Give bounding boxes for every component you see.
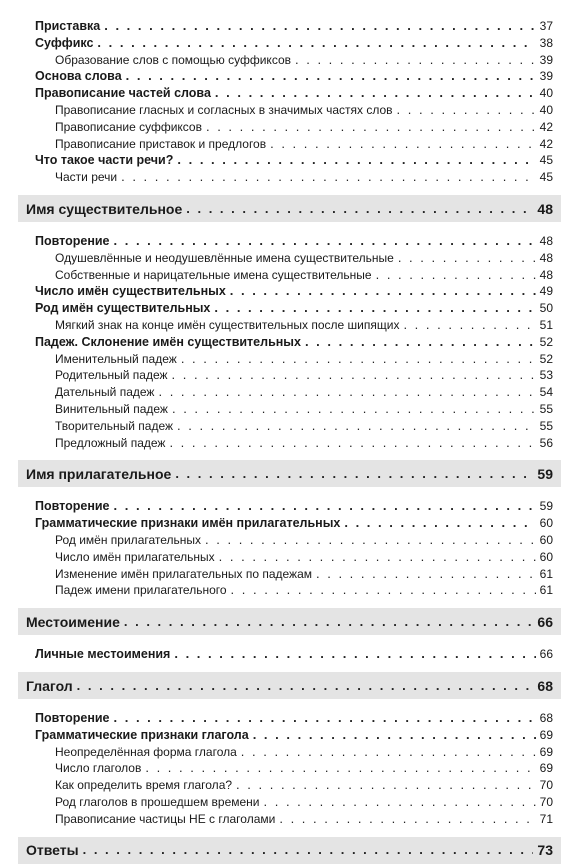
dot-leader: [316, 570, 536, 578]
toc-entry: [0, 316, 579, 332]
toc-section-header: [18, 837, 561, 864]
toc-entry-title: Одушевлённые и неодушевлённые имена существительные: [55, 250, 394, 265]
dot-leader: [172, 405, 536, 413]
toc-entry-page: 61: [539, 566, 553, 581]
toc-entry-title: Повторение: [35, 499, 110, 514]
toc-entry-page: 69: [539, 744, 553, 759]
toc-entry-title: Род имён существительных: [35, 301, 211, 316]
toc-entry-page: 55: [539, 418, 553, 433]
dot-leader: [253, 731, 536, 739]
toc-entry-page: 60: [539, 516, 553, 531]
toc-entry-page: 52: [539, 334, 553, 349]
toc-entry-page: 59: [539, 499, 553, 514]
toc-entry-page: 66: [539, 647, 553, 662]
toc-entry-title: Имя прилагательное: [26, 465, 172, 482]
dot-leader: [121, 173, 536, 181]
dot-leader: [186, 202, 533, 216]
toc-entry: [0, 34, 579, 50]
toc-entry-title: Предложный падеж: [55, 435, 166, 450]
toc-entry: [0, 531, 579, 547]
dot-leader: [205, 536, 536, 544]
toc-entry: [0, 497, 579, 513]
toc-entry: [0, 400, 579, 416]
toc-entry-title: Местоимение: [26, 613, 120, 630]
toc-entry-title: Грамматические признаки имён прилагательных: [35, 516, 341, 531]
dot-leader: [279, 815, 535, 823]
toc-entry-page: 70: [539, 795, 553, 809]
toc-entry-page: 55: [539, 402, 553, 416]
dot-leader: [236, 781, 536, 789]
toc-entry: [0, 333, 579, 349]
dot-leader: [158, 388, 535, 396]
toc-entry-page: 39: [539, 69, 553, 84]
toc-entry-page: 40: [539, 103, 553, 117]
toc-entry-page: 56: [539, 435, 553, 450]
toc-entry-page: 53: [539, 368, 553, 383]
toc-entry-page: 51: [539, 318, 553, 332]
toc-entry-title: Правописание частей слова: [35, 86, 211, 101]
toc-entry-title: Правописание частицы НЕ с глаголами: [55, 811, 276, 826]
toc-entry-title: Личные местоимения: [35, 647, 171, 662]
toc-entry-page: 42: [539, 136, 553, 151]
dot-leader: [398, 254, 536, 262]
toc-entry-page: 49: [539, 284, 553, 299]
toc-section-header: [18, 672, 561, 699]
toc-entry: [0, 759, 579, 775]
toc-entry-page: 48: [539, 234, 553, 248]
toc-entry-page: 45: [539, 153, 553, 168]
toc-entry: [0, 168, 579, 184]
dot-leader: [295, 56, 536, 64]
toc-entry-title: Повторение: [35, 234, 110, 248]
toc-entry: [0, 548, 579, 564]
toc-entry: [0, 810, 579, 826]
toc-entry-title: Творительный падеж: [55, 418, 174, 433]
toc-entry-page: 60: [539, 549, 553, 564]
toc-entry-title: Именительный падеж: [55, 351, 177, 366]
toc-entry-page: 61: [539, 583, 553, 598]
toc-entry: [0, 299, 579, 315]
toc-entry-page: 48: [539, 267, 553, 282]
dot-leader: [230, 287, 536, 295]
toc-entry-page: 48: [537, 200, 553, 217]
toc-entry-page: 39: [539, 52, 553, 67]
dot-leader: [241, 748, 536, 756]
toc-entry-page: 66: [537, 613, 553, 630]
toc-entry-page: 70: [539, 778, 553, 793]
toc-entry-page: 59: [537, 465, 553, 482]
dot-leader: [169, 439, 535, 447]
toc-entry-page: 45: [539, 170, 553, 185]
toc-entry: [0, 417, 579, 433]
dot-leader: [126, 72, 536, 80]
toc-entry-title: Родительный падеж: [55, 368, 168, 383]
toc-entry-page: 54: [539, 385, 553, 400]
toc-entry: [0, 645, 579, 661]
toc-entry-page: 68: [539, 711, 553, 725]
toc-entry-title: Имя существительное: [26, 200, 183, 217]
toc-entry: [0, 101, 579, 117]
toc-entry: [0, 514, 579, 530]
dot-leader: [145, 764, 535, 772]
toc-section-header: [18, 608, 561, 635]
toc-entry-title: Род глаголов в прошедшем времени: [55, 795, 260, 809]
toc-entry-page: 38: [539, 35, 553, 50]
toc-entry: [0, 17, 579, 33]
toc-entry-title: Неопределённая форма глагола: [55, 744, 237, 759]
dot-leader: [206, 123, 536, 131]
toc-entry-page: 71: [539, 811, 553, 826]
toc-entry-page: 50: [539, 301, 553, 316]
toc-entry-title: Число глаголов: [55, 761, 142, 776]
dot-leader: [264, 798, 536, 806]
dot-leader: [219, 553, 536, 561]
toc-entry: [0, 434, 579, 450]
dot-leader: [403, 321, 535, 329]
dot-leader: [344, 519, 535, 527]
toc-entry-page: 69: [539, 761, 553, 776]
toc-entry: [0, 118, 579, 134]
toc-entry-title: Правописание приставок и предлогов: [55, 136, 267, 151]
toc-entry-title: Приставка: [35, 19, 101, 33]
toc-entry: [0, 793, 579, 809]
toc-entry: [0, 581, 579, 597]
dot-leader: [214, 304, 535, 312]
toc-entry: [0, 67, 579, 83]
toc-entry-page: 48: [539, 250, 553, 265]
toc-entry: [0, 350, 579, 366]
dot-leader: [174, 650, 535, 658]
toc-entry: [0, 249, 579, 265]
toc-entry-title: Ответы: [26, 842, 79, 859]
dot-leader: [215, 89, 536, 97]
toc-entry: [0, 383, 579, 399]
dot-leader: [114, 237, 536, 245]
dot-leader: [177, 422, 536, 430]
toc-entry-title: Число имён прилагательных: [55, 549, 215, 564]
dot-leader: [231, 586, 536, 594]
toc-entry-title: Глагол: [26, 677, 73, 694]
toc-entry-title: Падеж. Склонение имён существительных: [35, 334, 301, 349]
toc-entry-title: Число имён существительных: [35, 284, 226, 299]
toc-entry: [0, 151, 579, 167]
toc-entry-title: Правописание гласных и согласных в значимых частях слов: [55, 103, 393, 117]
toc-entry-title: Собственные и нарицательные имена существительные: [55, 267, 372, 282]
toc-entry-page: 37: [539, 19, 553, 33]
toc-entry-page: 52: [539, 351, 553, 366]
toc-entry: [0, 232, 579, 248]
toc-entry-title: Грамматические признаки глагола: [35, 727, 249, 742]
toc-entry: [0, 135, 579, 151]
toc-entry: [0, 266, 579, 282]
dot-leader: [77, 679, 534, 693]
toc-entry-title: Изменение имён прилагательных по падежам: [55, 566, 312, 581]
dot-leader: [114, 502, 536, 510]
toc-entry-title: Основа слова: [35, 69, 122, 84]
toc-entry: [0, 726, 579, 742]
toc-entry-title: Дательный падеж: [55, 385, 155, 400]
dot-leader: [83, 843, 534, 857]
dot-leader: [397, 106, 536, 114]
dot-leader: [172, 371, 536, 379]
toc-entry: [0, 776, 579, 792]
toc-entry-page: 60: [539, 533, 553, 547]
dot-leader: [175, 467, 533, 481]
toc-entry-page: 69: [539, 727, 553, 742]
toc-entry-title: Винительный падеж: [55, 402, 168, 416]
dot-leader: [181, 355, 536, 363]
dot-leader: [305, 338, 536, 346]
toc-entry: [0, 743, 579, 759]
dot-leader: [376, 271, 536, 279]
dot-leader: [97, 39, 535, 47]
toc-entry-title: Образование слов с помощью суффиксов: [55, 52, 292, 67]
toc-section-header: [18, 460, 561, 487]
toc-entry-title: Как определить время глагола?: [55, 778, 233, 793]
toc-entry-title: Мягкий знак на конце имён существительных после шипящих: [55, 318, 400, 332]
toc-entry-page: 68: [537, 677, 553, 694]
toc-entry: [0, 84, 579, 100]
toc-entry-title: Падеж имени прилагательного: [55, 583, 227, 598]
toc-entry: [0, 709, 579, 725]
toc-entry-page: 73: [537, 842, 553, 859]
dot-leader: [114, 714, 536, 722]
toc-entry-page: 40: [539, 86, 553, 101]
toc-entry: [0, 282, 579, 298]
toc-entry-title: Что такое части речи?: [35, 153, 174, 168]
dot-leader: [124, 615, 534, 629]
toc-entry-page: 42: [539, 119, 553, 134]
dot-leader: [104, 22, 535, 30]
toc-entry-title: Части речи: [55, 170, 118, 185]
toc-entry: [0, 51, 579, 67]
dot-leader: [270, 140, 536, 148]
toc-entry-title: Повторение: [35, 711, 110, 725]
toc-entry-title: Суффикс: [35, 35, 94, 50]
toc-entry-title: Правописание суффиксов: [55, 119, 202, 134]
toc-entry: [0, 366, 579, 382]
dot-leader: [177, 156, 535, 164]
toc-section-header: [18, 195, 561, 222]
toc-entry: [0, 565, 579, 581]
toc-entry-title: Род имён прилагательных: [55, 533, 202, 547]
